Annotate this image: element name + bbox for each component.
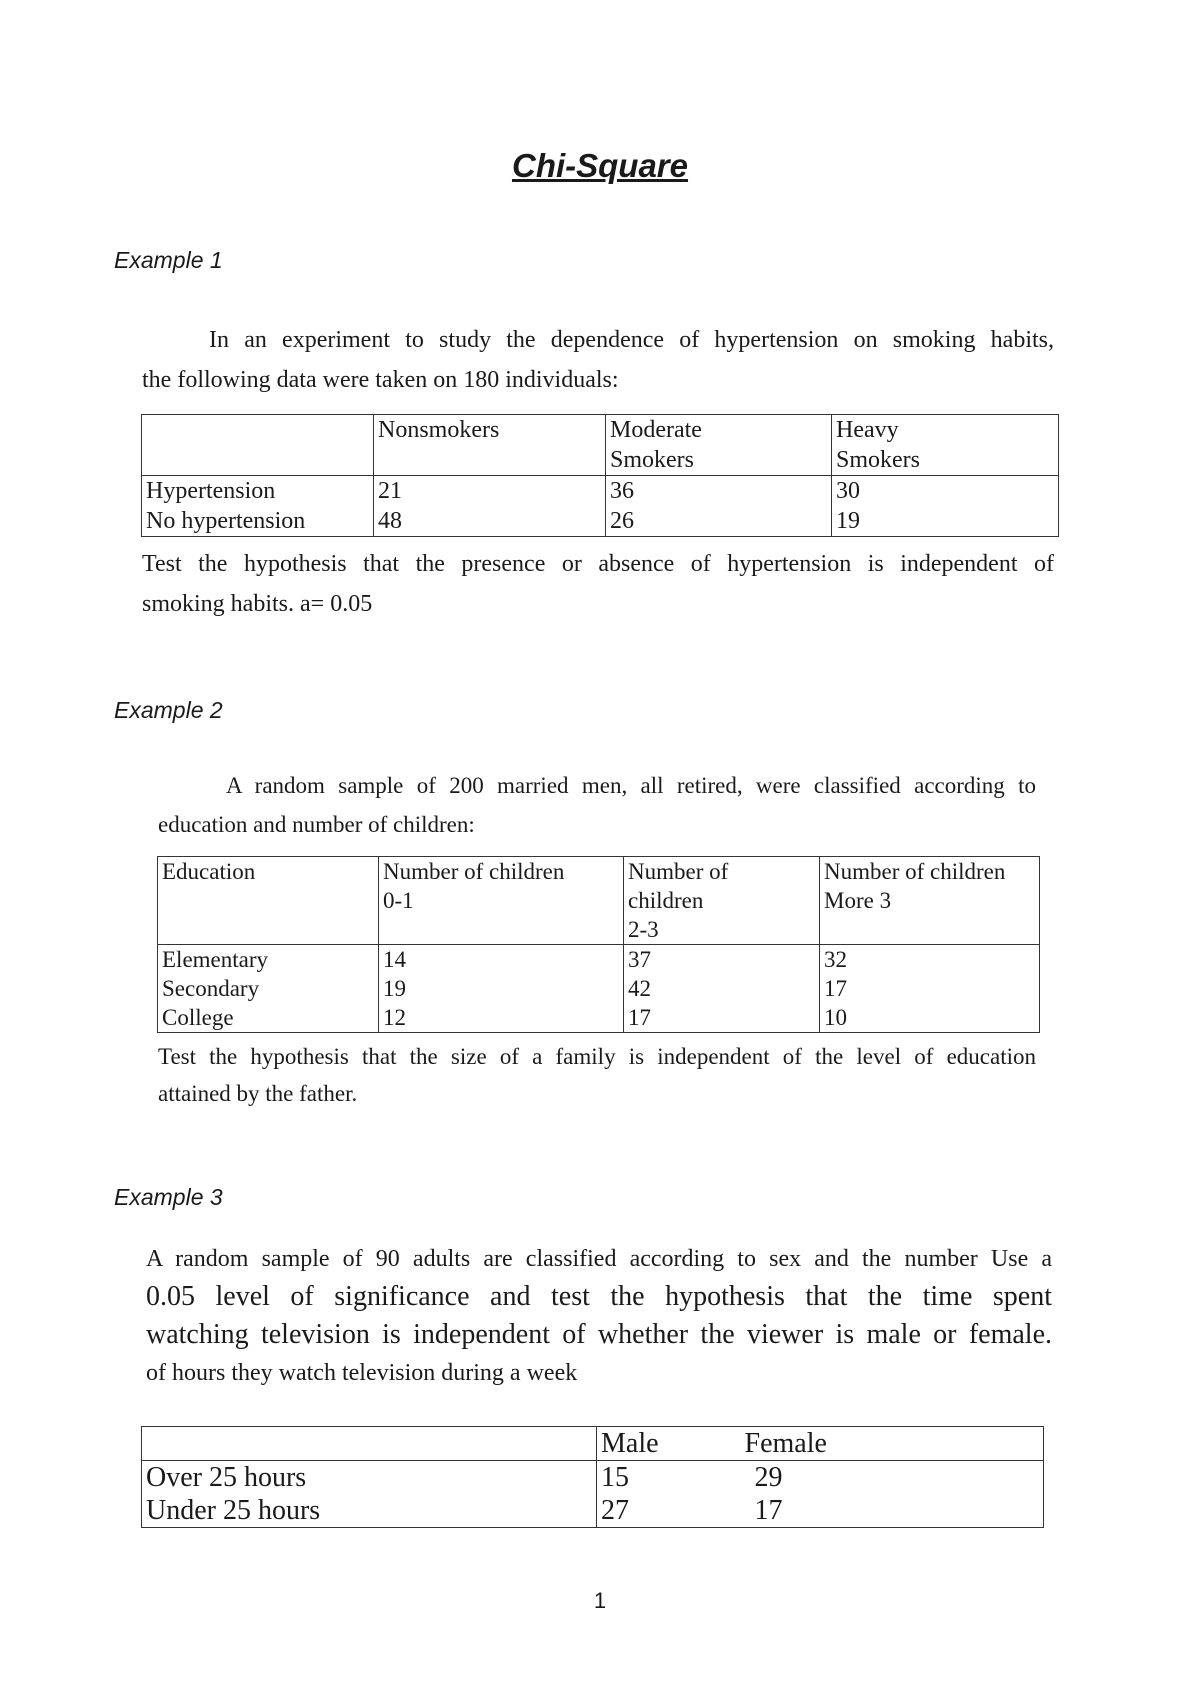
table-cell: 10 — [820, 1003, 1040, 1033]
example-3-header-cell: Female — [741, 1427, 1044, 1461]
example-3-table-header-row — [142, 1427, 1044, 1461]
table-cell: 17 — [741, 1494, 1044, 1528]
example-3-heading: Example 3 — [114, 1184, 223, 1210]
table-cell: 12 — [379, 1003, 624, 1033]
table-cell: Elementary — [158, 945, 379, 975]
table-cell: Secondary — [158, 974, 379, 1003]
table-row — [142, 1461, 1044, 1495]
table-cell: 36 — [606, 476, 832, 507]
table-cell: 27 — [597, 1494, 741, 1528]
example-1-question-line-1: Test the hypothesis that the presence or absence of hypertension is independent of — [142, 551, 1054, 577]
example-1-question — [142, 544, 1054, 624]
example-1-table — [141, 414, 1059, 537]
example-1-header-cell: Moderate Smokers — [606, 415, 832, 476]
example-2-table — [157, 856, 1040, 1033]
example-1-intro-line-1: In an experiment to study the dependence of hypertension on smoking habits, — [209, 327, 1054, 353]
table-cell: 37 — [624, 945, 820, 975]
table-cell: 42 — [624, 974, 820, 1003]
table-cell: Over 25 hours — [142, 1461, 597, 1495]
example-2-question — [158, 1038, 1036, 1112]
example-2-header-cell: Number of children 0-1 — [379, 857, 624, 945]
table-row — [142, 476, 1059, 507]
example-3-header-cell — [142, 1427, 597, 1461]
example-2-header-cell: Number of children More 3 — [820, 857, 1040, 945]
table-cell: 29 — [741, 1461, 1044, 1495]
example-1-header-cell: Nonsmokers — [374, 415, 606, 476]
table-cell: 26 — [606, 506, 832, 537]
example-1-table-header-row — [142, 415, 1059, 476]
table-cell: College — [158, 1003, 379, 1033]
table-cell: 32 — [820, 945, 1040, 975]
example-1-intro-line-2: the following data were taken on 180 individuals: — [142, 367, 619, 393]
table-cell: 17 — [820, 974, 1040, 1003]
table-row — [158, 945, 1040, 975]
table-cell: Hypertension — [142, 476, 374, 507]
example-1-heading: Example 1 — [114, 247, 223, 273]
example-2-table-header-row — [158, 857, 1040, 945]
table-cell: 14 — [379, 945, 624, 975]
table-row — [142, 1494, 1044, 1528]
example-3-line-4: of hours they watch television during a week — [146, 1360, 578, 1386]
example-2-heading: Example 2 — [114, 697, 223, 723]
example-1-intro — [142, 320, 1054, 400]
table-cell: 19 — [832, 506, 1059, 537]
table-row — [142, 506, 1059, 537]
table-cell: 17 — [624, 1003, 820, 1033]
page-title: Chi-Square — [511, 147, 689, 184]
example-1-question-line-2: smoking habits. a= 0.05 — [142, 591, 373, 617]
table-row — [158, 974, 1040, 1003]
example-1-header-cell — [142, 415, 374, 476]
example-3-table — [141, 1426, 1044, 1528]
example-2-intro — [158, 766, 1036, 844]
example-3-line-2: 0.05 level of significance and test the hypothesis that the time spent — [146, 1281, 1052, 1312]
table-cell: 30 — [832, 476, 1059, 507]
example-3-line-1: A random sample of 90 adults are classified according to sex and the number Use a — [146, 1246, 1052, 1272]
table-cell: 19 — [379, 974, 624, 1003]
example-3-text — [146, 1240, 1052, 1392]
example-3-line-3: watching television is independent of whether the viewer is male or female. — [146, 1319, 1052, 1350]
example-2-header-cell: Education — [158, 857, 379, 945]
example-2-header-cell: Number of children 2-3 — [624, 857, 820, 945]
table-cell: Under 25 hours — [142, 1494, 597, 1528]
table-row — [158, 1003, 1040, 1033]
page-number: 1 — [593, 1588, 607, 1613]
table-cell: 48 — [374, 506, 606, 537]
example-2-question-line-2: attained by the father. — [158, 1081, 358, 1106]
table-cell: No hypertension — [142, 506, 374, 537]
example-3-header-cell: Male — [597, 1427, 741, 1461]
example-2-question-line-1: Test the hypothesis that the size of a family is independent of the level of education — [158, 1044, 1036, 1069]
example-1-header-cell: Heavy Smokers — [832, 415, 1059, 476]
table-cell: 21 — [374, 476, 606, 507]
example-2-intro-line-2: education and number of children: — [158, 812, 475, 837]
table-cell: 15 — [597, 1461, 741, 1495]
example-2-intro-line-1: A random sample of 200 married men, all retired, were classified according to — [226, 773, 1036, 798]
